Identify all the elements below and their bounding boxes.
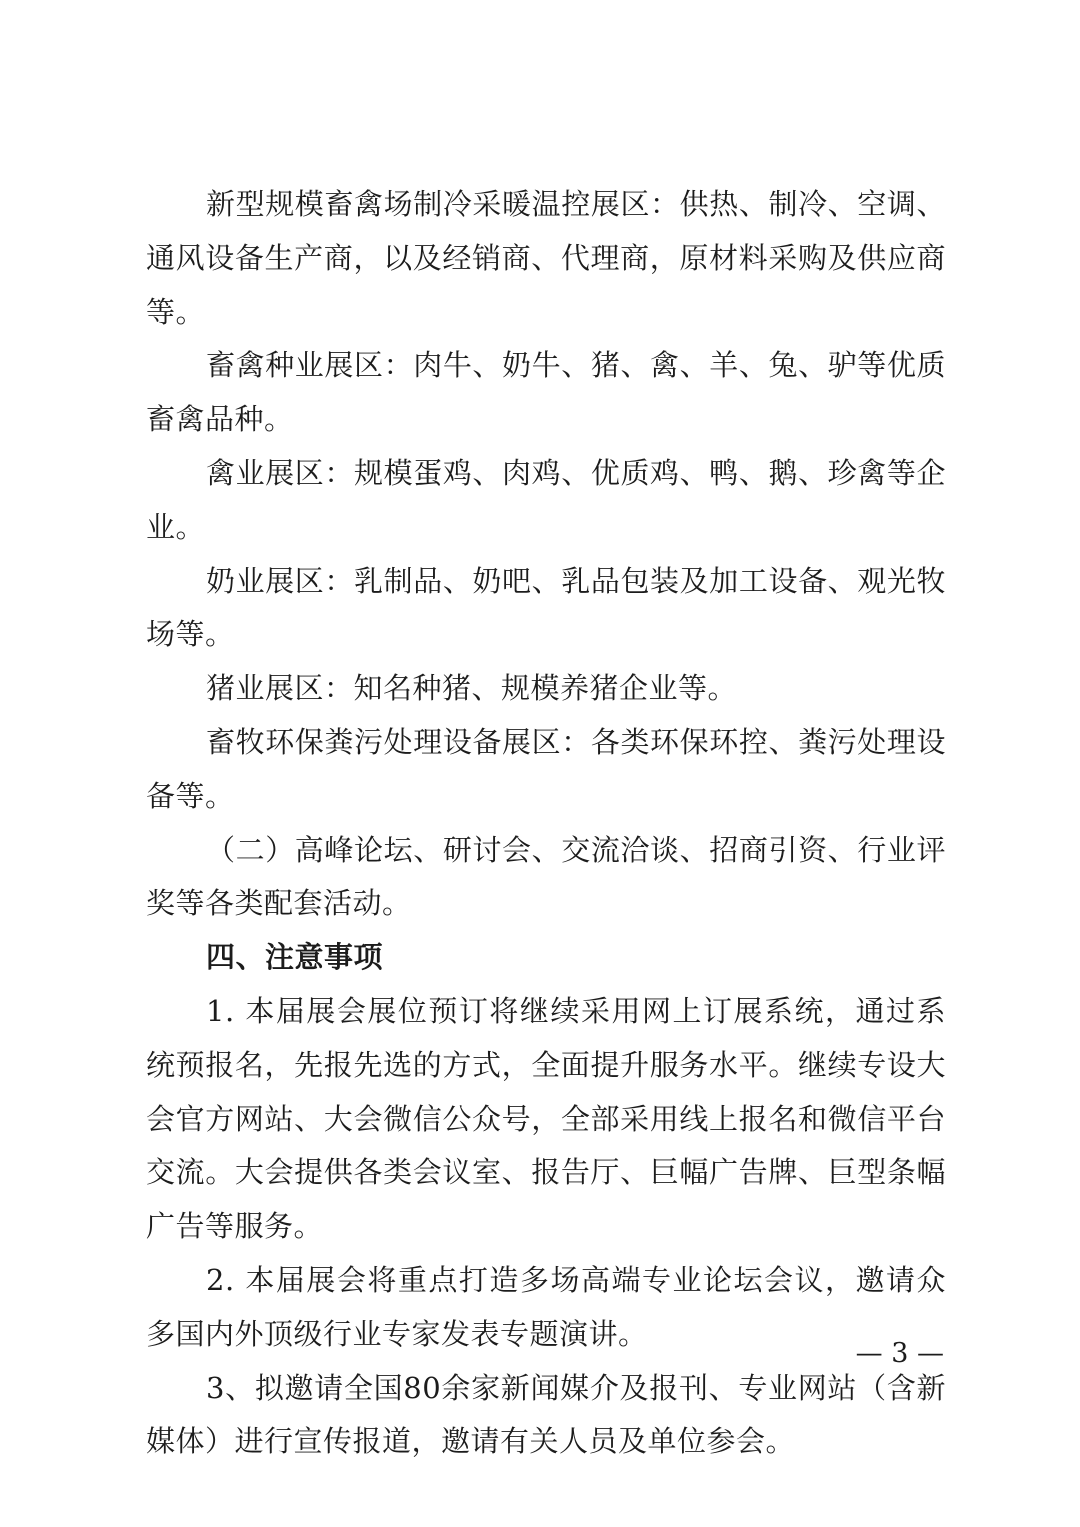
- note-item-1: 1. 本届展会展位预订将继续采用网上订展系统，通过系统预报名，先报先选的方式，全面提升服务水平。继续专设大会官方网站、大会微信公众号，全部采用线上报名和微信平台交流。大会提供各类会议室、报告厅、巨幅广告牌、巨型条幅广告等服务。: [146, 993, 946, 1244]
- paragraph-dairy-zone: 奶业展区：乳制品、奶吧、乳品包装及加工设备、观光牧场等。: [146, 563, 946, 652]
- section-heading: 四、注意事项: [206, 940, 384, 975]
- paragraph-supporting-activities: （二）高峰论坛、研讨会、交流洽谈、招商引资、行业评奖等各类配套活动。: [146, 832, 946, 921]
- document-body: [146, 178, 946, 1469]
- paragraph-pig-zone: 猪业展区：知名种猪、规模养猪企业等。: [206, 671, 738, 706]
- paragraph-environmental-zone: 畜牧环保粪污处理设备展区：各类环保环控、粪污处理设备等。: [146, 724, 946, 813]
- note-item-3: 3、拟邀请全国80余家新闻媒介及报刊、专业网站（含新媒体）进行宣传报道，邀请有关人员及单位参会。: [146, 1370, 946, 1459]
- paragraph-breeding-zone: 畜禽种业展区：肉牛、奶牛、猪、禽、羊、兔、驴等优质畜禽品种。: [146, 348, 946, 437]
- paragraph-poultry-zone: 禽业展区：规模蛋鸡、肉鸡、优质鸡、鸭、鹅、珍禽等企业。: [146, 455, 946, 544]
- paragraph-livestock-climate-zone: 新型规模畜禽场制冷采暖温控展区：供热、制冷、空调、通风设备生产商，以及经销商、代理商，原材料采购及供应商等。: [146, 187, 946, 329]
- page-number: — 3 —: [855, 1338, 944, 1369]
- note-item-2: 2. 本届展会将重点打造多场高端专业论坛会议，邀请众多国内外顶级行业专家发表专题演讲。: [146, 1262, 946, 1351]
